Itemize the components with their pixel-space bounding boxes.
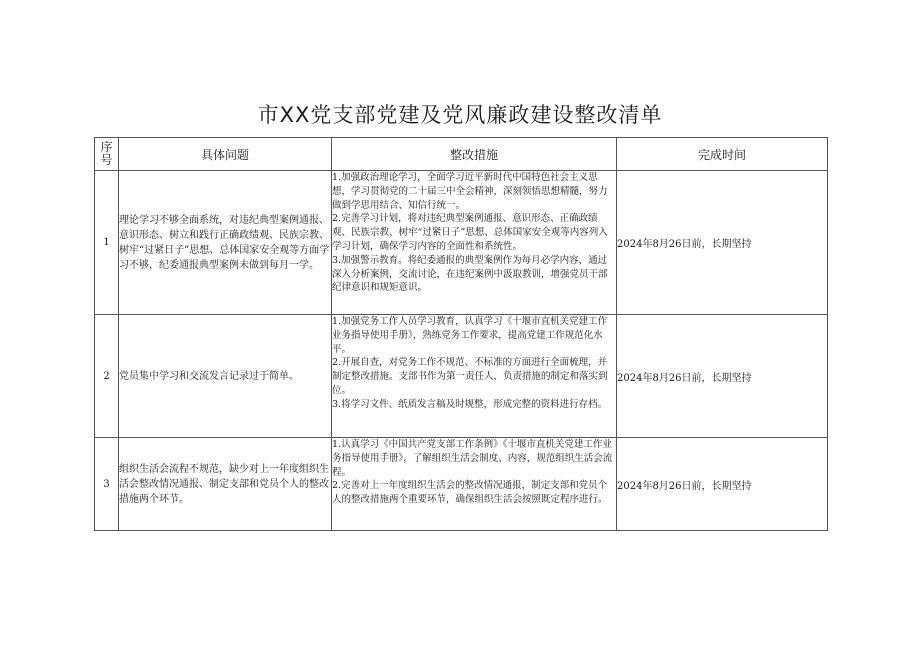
measure-item: 3.加强警示教育。将纪委通报的典型案例作为每月必学内容，通过深入分析案例，交流讨论，在违纪案例中汲取教训，增强党员干部纪律意识和规矩意识。 (332, 254, 608, 294)
row-time: 2024年8月26日前，长期坚持 (617, 315, 828, 438)
measure-item: 2.完善对上一年度组织生活会的整改情况通报，制定支部和党员个人的整改措施两个重要环节，确保组织生活会按照既定程序进行。 (332, 480, 608, 506)
rectification-table (94, 137, 828, 531)
table-row (95, 315, 828, 438)
row-problem: 党员集中学习和交流发言记录过于简单。 (119, 315, 332, 438)
row-measures (332, 315, 617, 438)
row-index: 3 (95, 438, 119, 531)
header-measures: 整改措施 (332, 138, 617, 171)
header-problem: 具体问题 (119, 138, 332, 171)
document-title: 市XX党支部党建及党风廉政建设整改清单 (257, 103, 663, 127)
row-index: 1 (95, 171, 119, 315)
header-index: 序号 (95, 138, 119, 171)
measure-item: 2.完善学习计划，将对违纪典型案例通报、意识形态、正确政绩观、民族宗教、树牢“过紧日子”思想、总体国家安全观等内容列入学习计划，确保学习内容的全面性和系统性。 (332, 213, 608, 252)
header-time: 完成时间 (617, 138, 828, 171)
measure-item: 2.开展自查，对党务工作不规范、不标准的方面进行全面梳理，并制定整改措施。支部书作为第一责任人，负责措施的制定和落实到位。 (332, 357, 608, 396)
measure-item: 1.加强党务工作人员学习教育，认真学习《十堰市直机关党建工作业务指导使用手册》，熟练党务工作要求，提高党建工作规范化水平。 (332, 316, 608, 355)
row-index: 2 (95, 315, 119, 438)
row-problem: 组织生活会流程不规范，缺少对上一年度组织生活会整改情况通报、制定支部和党员个人的整改措施两个环节。 (119, 438, 332, 531)
measure-item: 3.将学习文件、纸质发言稿及时规整，形成完整的资料进行存档。 (332, 398, 608, 410)
row-measures (332, 171, 617, 315)
row-time: 2024年8月26日前，长期坚持 (617, 438, 828, 531)
header-row (95, 138, 828, 171)
measure-item: 1.认真学习《中国共产党支部工作条例》《十堰市直机关党建工作业务指导使用手册》，了解组织生活会制度、内容，规范组织生活会流程。 (332, 439, 613, 478)
measure-item: 1.加强政治理论学习，全面学习近平新时代中国特色社会主义思想，学习贯彻党的二十届三中全会精神，深刻领悟思想精髓，努力做到学思用结合、知信行统一。 (332, 172, 608, 211)
table-row (95, 438, 828, 531)
row-problem: 理论学习不够全面系统，对违纪典型案例通报、意识形态、树立和践行正确政绩观、民族宗教、树牢“过紧日子”思想、总体国家安全观等方面学习不够，纪委通报典型案例未做到每月一学。 (119, 171, 332, 315)
row-time: 2024年8月26日前，长期坚持 (617, 171, 828, 315)
table-row (95, 171, 828, 315)
row-measures (332, 438, 617, 531)
